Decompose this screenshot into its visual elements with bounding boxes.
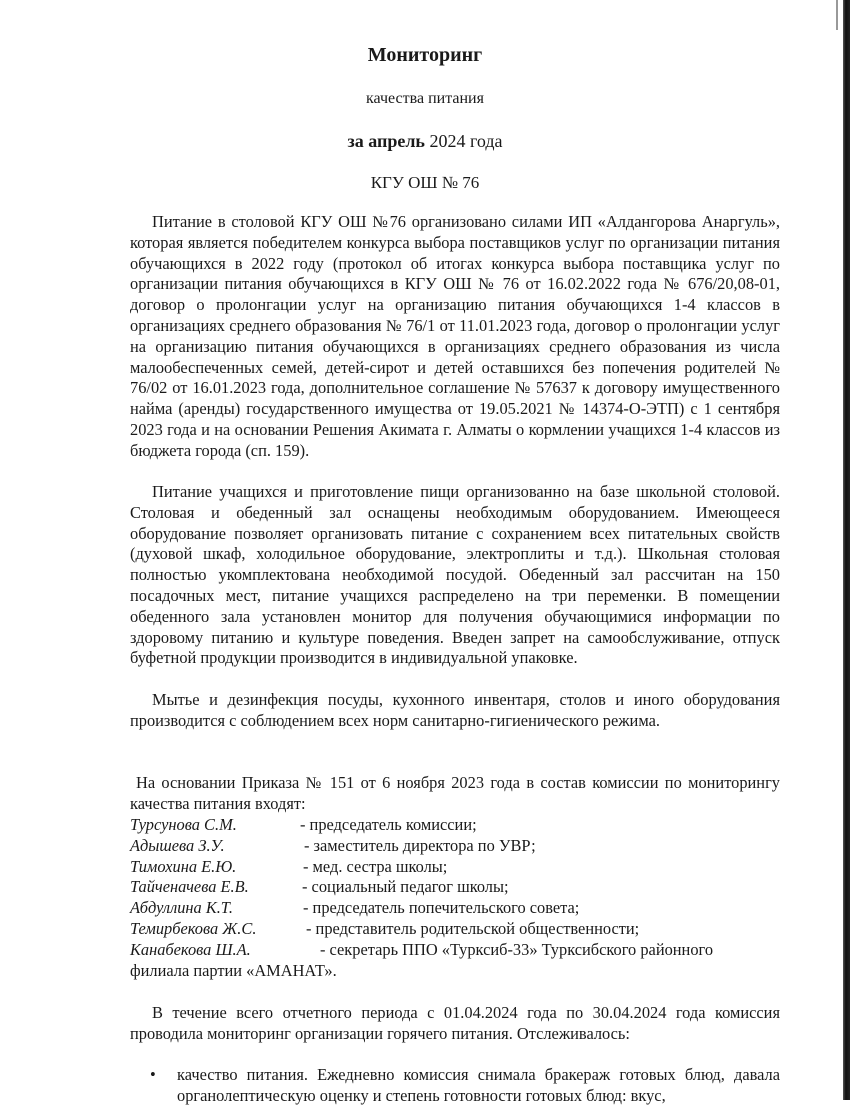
member-name: Турсунова С.М. <box>130 815 237 834</box>
member-role: - представитель родительской общественности; <box>306 918 640 938</box>
member-role: - секретарь ППО «Турксиб-33» Турксибского районного <box>320 939 714 959</box>
paragraph-monitoring-period: В течение всего отчетного периода с 01.04.2024 года по 30.04.2024 года комиссия проводила мониторинг организации горячего питания. Отслеживалось: <box>130 1003 780 1043</box>
report-period <box>0 131 850 152</box>
school-name: КГУ ОШ № 76 <box>370 173 480 192</box>
list-item-text: качество питания. Ежедневно комиссия снимала бракераж готовых блюд, давала органолептическую оценку и степень готовности готовых блюд: вкус, <box>177 1065 780 1105</box>
member-name: Тимохина Е.Ю. <box>130 856 237 876</box>
commission-member <box>130 919 780 940</box>
scan-edge-shadow <box>843 0 850 1100</box>
paragraph-catering-organization: Питание в столовой КГУ ОШ №76 организовано силами ИП «Алдангорова Анаргуль», которая является победителем конкурса выбора поставщиков услуг по организации питания обучающихся в 2022 году (протокол об итогах конкурса выбора поставщика услуг по организации питания обучающихся в КГУ ОШ № 76 от 16.02.2022 года № 676/20,08-01, договор о пролонгации услуг на организацию питания обучающихся 1-4 классов в организациях среднего образования № 76/1 от 11.01.2023 года, договор о пролонгации услуг на организацию питания обучающихся в организациях среднего образования из числа малообеспеченных семей, детей-сирот и детей оставшихся без попечения родителей № 76/02 от 16.01.2023 года, дополнительное соглашение № 57637 к договору имущественного найма (аренды) государственного имущества от 19.05.2021 № 14374-О-ЭТП) с 1 сентября 2023 года и на основании Решения Акимата г. Алматы о кормлении учащихся 1-4 классов из бюджета города (сп. 159). <box>130 212 780 460</box>
commission-member <box>130 940 780 961</box>
document-title: Мониторинг <box>367 44 483 66</box>
paragraph-canteen-equipment: Питание учащихся и приготовление пищи организованно на базе школьной столовой. Столовая и обеденный зал оснащены необходимым оборудованием. Имеющееся оборудование позволяет организовать питание с сохранением всех питательных свойств (духовой шкаф, холодильное оборудование, электроплиты и т.д.). Школьная столовая полностью укомплектована необходимой посудой. Обеденный зал рассчитан на 150 посадочных мест, питание учащихся распределено на три переменки. В помещении обеденного зала установлен монитор для получения обучающимися информации по здоровому питанию и культуре поведения. Введен запрет на самообслуживание, отпуск буфетной продукции производится в индивидуальной упаковке. <box>130 482 780 668</box>
commission-member <box>130 815 780 836</box>
commission-member <box>130 857 780 878</box>
member-name: Адышева З.У. <box>130 835 225 855</box>
report-period-bold: за апрель <box>347 131 425 151</box>
commission-list <box>130 815 780 981</box>
commission-member <box>130 836 780 857</box>
monitoring-items-list <box>150 1065 780 1107</box>
document-subtitle: качества питания <box>366 90 484 107</box>
member-role: - социальный педагог школы; <box>302 877 509 897</box>
list-item <box>150 1065 780 1107</box>
report-period-year: 2024 года <box>424 131 503 151</box>
member-name: Темирбекова Ж.С. <box>130 918 257 938</box>
paragraph-commission-intro: На основании Приказа № 151 от 6 ноября 2023 года в состав комиссии по мониторингу качества питания входят: <box>130 773 780 813</box>
commission-member <box>130 898 780 919</box>
member-role: - мед. сестра школы; <box>303 856 448 876</box>
bullet-marker: • <box>150 1065 156 1084</box>
paragraph-dish-washing: Мытье и дезинфекция посуды, кухонного инвентаря, столов и иного оборудования производится с соблюдением всех норм санитарно-гигиенического режима. <box>130 690 780 730</box>
scan-artifact <box>836 0 838 30</box>
member-name: Канабекова Ш.А. <box>130 939 251 959</box>
commission-member-continuation <box>130 961 780 982</box>
member-role-continuation: филиала партии «АМАНАТ». <box>130 960 337 980</box>
member-name: Тайченачева Е.В. <box>130 877 249 897</box>
member-role: - заместитель директора по УВР; <box>304 835 536 855</box>
member-name: Абдуллина К.Т. <box>130 898 233 918</box>
commission-member <box>130 877 780 898</box>
member-role: - председатель комиссии; <box>300 815 477 834</box>
member-role: - председатель попечительского совета; <box>303 898 580 918</box>
